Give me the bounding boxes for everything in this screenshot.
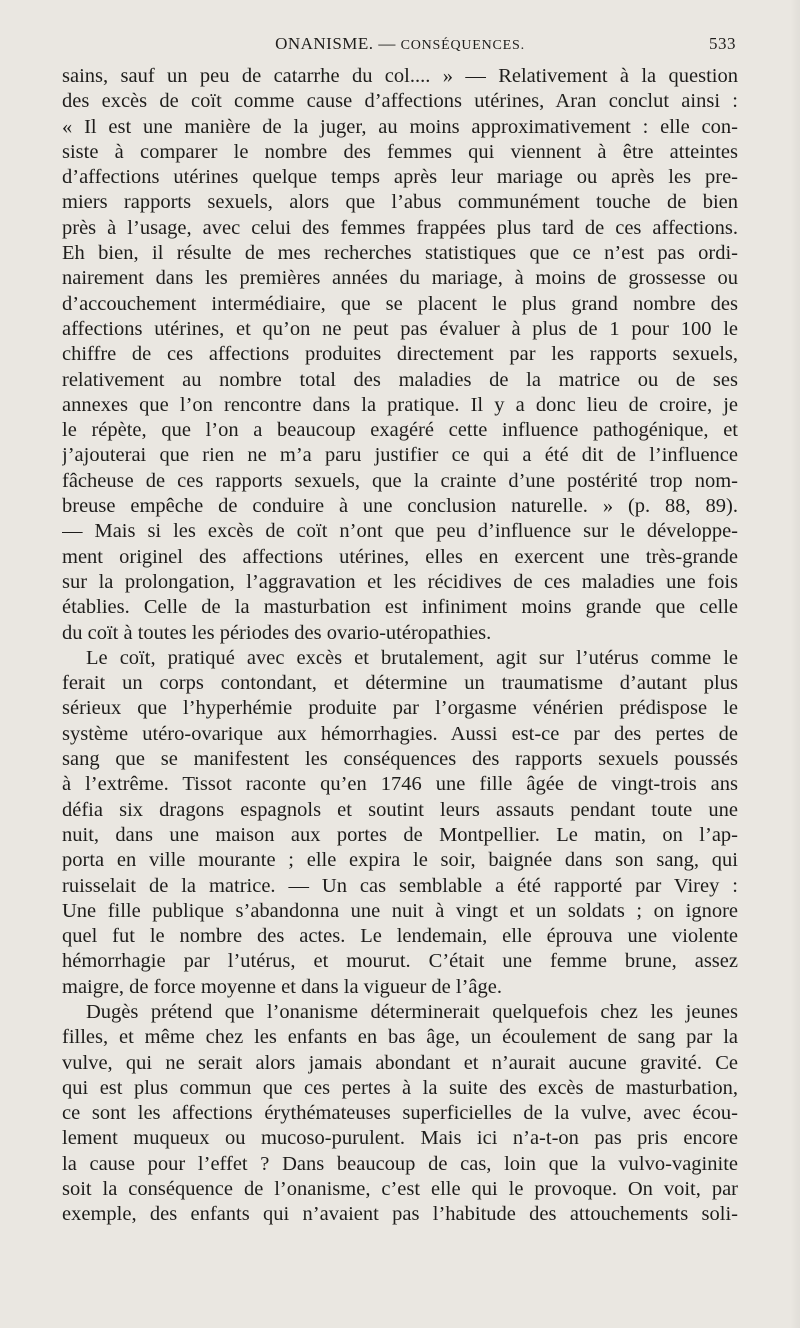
text-line: établies. Celle de la masturbation est infiniment moins grande que celle	[62, 596, 738, 619]
text-line: fâcheuse de ces rapports sexuels, que la crainte d’une postérité trop nom-	[62, 469, 738, 492]
text-line: quel fut le nombre des actes. Le lendemain, elle éprouva une violente	[62, 925, 738, 948]
text-line: ruisselait de la matrice. — Un cas semblable a été rapporté par Virey :	[62, 874, 738, 897]
text-line: d’accouchement intermédiaire, que se placent le plus grand nombre des	[62, 292, 738, 315]
running-title	[64, 34, 736, 54]
text-line: filles, et même chez les enfants en bas âge, un écoulement de sang par la	[62, 1026, 738, 1049]
text-line: nuit, dans une maison aux portes de Montpellier. Le matin, on l’ap-	[62, 823, 738, 846]
text-line: vulve, qui ne serait alors jamais abondant et n’aurait aucune gravité. Ce	[62, 1051, 738, 1074]
text-line: du coït à toutes les périodes des ovario-utéropathies.	[62, 621, 492, 644]
text-line: porta en ville mourante ; elle expira le soir, baignée dans son sang, qui	[62, 849, 738, 872]
text-line: exemple, des enfants qui n’avaient pas l’habitude des attouchements soli-	[62, 1203, 738, 1226]
running-title-sub: CONSÉQUENCES.	[400, 38, 525, 53]
text-line: lement muqueux ou mucoso-purulent. Mais ici n’a-t-on pas pris encore	[62, 1127, 738, 1150]
text-line: la cause pour l’effet ? Dans beaucoup de cas, loin que la vulvo-vaginite	[62, 1152, 738, 1175]
text-line: Eh bien, il résulte de mes recherches statistiques que ce n’est pas ordi-	[62, 242, 738, 265]
text-line: chiffre de ces affections produites directement par les rapports sexuels,	[62, 343, 738, 366]
text-line: sains, sauf un peu de catarrhe du col.... » — Relativement à la question	[62, 65, 738, 87]
body-text	[62, 64, 738, 1228]
text-line: nairement dans les premières années du mariage, à moins de grossesse ou	[62, 267, 738, 290]
page-number: 533	[709, 34, 736, 53]
text-line: sérieux que l’hyperhémie produite par l’orgasme vénérien prédispose le	[62, 697, 738, 720]
text-line: siste à comparer le nombre des femmes qui viennent à être atteintes	[62, 140, 738, 163]
page-edge-shading	[790, 0, 800, 1328]
text-line: « Il est une manière de la juger, au moins approximativement : elle con-	[62, 115, 738, 138]
text-line: sur la prolongation, l’aggravation et les récidives de ces maladies une fois	[62, 570, 738, 593]
running-head	[64, 34, 736, 58]
text-line: Le coït, pratiqué avec excès et brutalement, agit sur l’utérus comme le	[86, 646, 738, 669]
text-line: qui est plus commun que ces pertes à la suite des excès de masturbation,	[62, 1076, 738, 1099]
text-line: annexes que l’on rencontre dans la pratique. Il y a donc lieu de croire, je	[62, 393, 738, 416]
text-line: ment originel des affections utérines, elles en exercent une très-grande	[62, 545, 738, 568]
text-line: maigre, de force moyenne et dans la vigueur de l’âge.	[62, 975, 502, 998]
text-line: le répète, que l’on a beaucoup exagéré cette influence pathogénique, et	[62, 419, 738, 442]
text-line: Dugès prétend que l’onanisme déterminerait quelquefois chez les jeunes	[86, 1000, 738, 1023]
text-line: Une fille publique s’abandonna une nuit à vingt et un soldats ; on ignore	[62, 899, 738, 922]
text-line: système utéro-ovarique aux hémorrhagies. Aussi est-ce par des pertes de	[62, 722, 738, 745]
text-line: défia six dragons espagnols et soutint leurs assauts pendant toute une	[62, 798, 738, 821]
text-line: ferait un corps contondant, et détermine un traumatisme d’autant plus	[62, 672, 738, 695]
text-line: — Mais si les excès de coït n’ont que peu d’influence sur le développe-	[62, 520, 738, 543]
text-line: ce sont les affections érythémateuses superficielles de la vulve, avec écou-	[62, 1102, 738, 1125]
text-line: près à l’usage, avec celui des femmes frappées plus tard de ces affections.	[62, 216, 738, 239]
text-line: des excès de coït comme cause d’affections utérines, Aran conclut ainsi :	[62, 90, 738, 113]
text-line: à l’extrême. Tissot raconte qu’en 1746 une fille âgée de vingt-trois ans	[62, 773, 738, 796]
text-line: breuse empêche de conduire à une conclusion naturelle. » (p. 88, 89).	[62, 495, 738, 518]
text-line: relativement au nombre total des maladies de la matrice ou de ses	[62, 368, 738, 391]
text-line: hémorrhagie par l’utérus, et mourut. C’était une femme brune, assez	[62, 950, 738, 973]
text-line: j’ajouterai que rien ne m’a paru justifier ce qui a été dit de l’influence	[62, 444, 738, 467]
text-line: miers rapports sexuels, alors que l’abus communément touche de bien	[62, 191, 738, 214]
text-line: affections utérines, et qu’on ne peut pas évaluer à plus de 1 pour 100 le	[62, 317, 738, 340]
text-line: sang que se manifestent les conséquences des rapports sexuels poussés	[62, 748, 738, 771]
running-title-main: ONANISME.	[275, 34, 374, 53]
text-line: soit la conséquence de l’onanisme, c’est elle qui le provoque. On voit, par	[62, 1178, 738, 1201]
running-title-dash: —	[373, 34, 401, 53]
text-line: d’affections utérines quelque temps après leur mariage ou après les pre-	[62, 166, 738, 189]
